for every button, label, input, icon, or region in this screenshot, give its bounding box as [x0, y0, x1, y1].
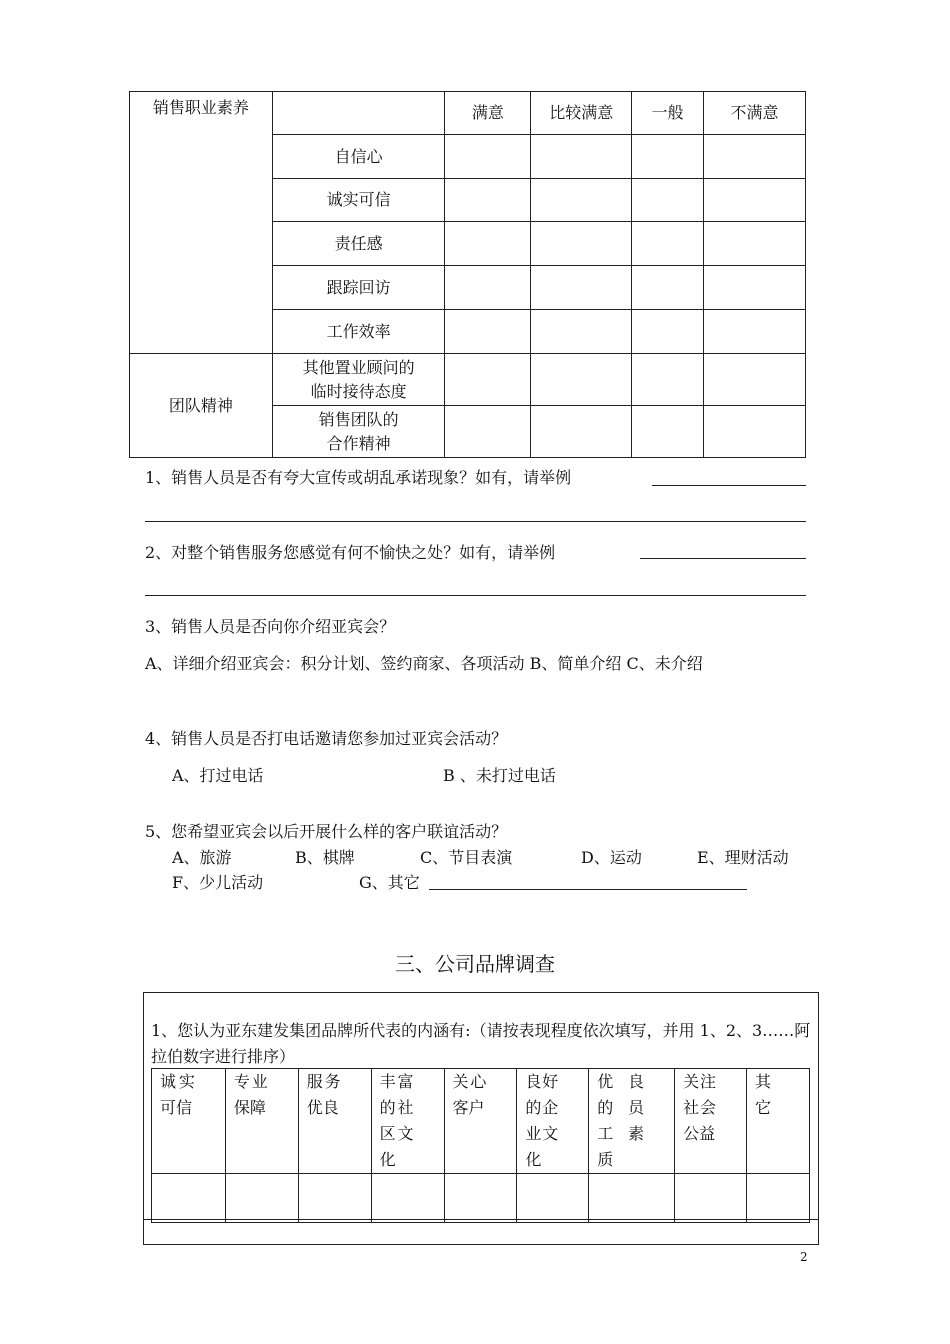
question-2: 2、对整个销售服务您感觉有何不愉快之处？如有，请举例	[145, 543, 556, 562]
rank-cell[interactable]	[225, 1174, 298, 1223]
rating-cell[interactable]	[632, 354, 704, 406]
row-label: 销售团队的 合作精神	[272, 406, 445, 458]
col-header: 一般	[632, 92, 704, 135]
rank-cell[interactable]	[746, 1174, 809, 1223]
rating-cell[interactable]	[531, 354, 632, 406]
answer-line[interactable]	[145, 521, 806, 522]
brand-option: 其它	[746, 1069, 809, 1174]
rating-cell[interactable]	[704, 310, 806, 354]
brand-option: 良好的企业文化	[517, 1069, 589, 1174]
row-label: 自信心	[272, 135, 445, 179]
other-answer-line[interactable]	[429, 889, 747, 890]
rating-cell[interactable]	[531, 406, 632, 458]
question-1: 1、销售人员是否有夸大宣传或胡乱承诺现象？如有，请举例	[145, 468, 572, 487]
question-3-options: A、详细介绍亚宾会：积分计划、签约商家、各项活动 B、简单介绍 C、未介绍	[145, 654, 703, 673]
option[interactable]: C、节目表演	[420, 848, 513, 867]
answer-line[interactable]	[640, 558, 806, 559]
option[interactable]: F、少儿活动	[172, 873, 264, 892]
rating-cell[interactable]	[445, 406, 531, 458]
category-team-spirit: 团队精神	[130, 354, 273, 458]
rank-cell[interactable]	[675, 1174, 747, 1223]
col-header: 满意	[445, 92, 531, 135]
answer-line[interactable]	[145, 595, 806, 596]
option-b[interactable]: B 、未打过电话	[443, 766, 556, 785]
rating-cell[interactable]	[445, 135, 531, 179]
rating-cell[interactable]	[704, 406, 806, 458]
brand-option: 关心客户	[444, 1069, 517, 1174]
brand-option: 丰富的社区文化	[371, 1069, 444, 1174]
rating-cell[interactable]	[704, 266, 806, 310]
row-label: 责任感	[272, 222, 445, 266]
rating-cell[interactable]	[445, 354, 531, 406]
brand-option: 关注社会公益	[675, 1069, 747, 1174]
option[interactable]: G、其它	[359, 873, 420, 892]
row-label: 跟踪回访	[272, 266, 445, 310]
option[interactable]: E、理财活动	[697, 848, 789, 867]
row-label: 工作效率	[272, 310, 445, 354]
rating-cell[interactable]	[531, 310, 632, 354]
brand-option: 专业保障	[225, 1069, 298, 1174]
rating-cell[interactable]	[704, 354, 806, 406]
rank-cell[interactable]	[152, 1174, 226, 1223]
option-a[interactable]: A、打过电话	[172, 766, 264, 785]
section-title: 三、公司品牌调查	[395, 952, 555, 976]
rating-cell[interactable]	[632, 135, 704, 179]
rating-cell[interactable]	[632, 266, 704, 310]
rating-cell[interactable]	[445, 310, 531, 354]
header-blank	[272, 92, 445, 135]
question-4: 4、销售人员是否打电话邀请您参加过亚宾会活动？	[145, 729, 508, 748]
rank-cell[interactable]	[517, 1174, 589, 1223]
rating-cell[interactable]	[632, 406, 704, 458]
brand-option: 诚实可信	[152, 1069, 226, 1174]
rating-cell[interactable]	[445, 222, 531, 266]
rating-cell[interactable]	[632, 179, 704, 222]
rank-cell[interactable]	[589, 1174, 675, 1223]
row-label: 诚实可信	[272, 179, 445, 222]
option[interactable]: B、棋牌	[295, 848, 355, 867]
category-sales-quality: 销售职业素养	[130, 92, 273, 354]
rating-cell[interactable]	[704, 222, 806, 266]
rating-cell[interactable]	[704, 179, 806, 222]
brand-option: 服务优良	[298, 1069, 371, 1174]
brand-options-table	[151, 1068, 810, 1223]
rating-cell[interactable]	[531, 266, 632, 310]
option[interactable]: A、旅游	[172, 848, 232, 867]
question-3: 3、销售人员是否向你介绍亚宾会？	[145, 617, 396, 636]
rating-cell[interactable]	[445, 266, 531, 310]
rating-cell[interactable]	[531, 179, 632, 222]
divider	[143, 1219, 819, 1220]
rating-cell[interactable]	[704, 135, 806, 179]
rating-cell[interactable]	[531, 135, 632, 179]
rating-cell[interactable]	[531, 222, 632, 266]
rating-cell[interactable]	[632, 222, 704, 266]
option[interactable]: D、运动	[581, 848, 642, 867]
page-number: 2	[800, 1250, 808, 1264]
row-label: 其他置业顾问的 临时接待态度	[272, 354, 445, 406]
col-header: 比较满意	[531, 92, 632, 135]
rank-cell[interactable]	[444, 1174, 517, 1223]
satisfaction-table	[129, 91, 806, 458]
brand-option: 优良的员工素质	[589, 1069, 675, 1174]
rating-cell[interactable]	[445, 179, 531, 222]
rank-cell[interactable]	[371, 1174, 444, 1223]
rank-cell[interactable]	[298, 1174, 371, 1223]
col-header: 不满意	[704, 92, 806, 135]
question-5: 5、您希望亚宾会以后开展什么样的客户联谊活动？	[145, 822, 508, 841]
rating-cell[interactable]	[632, 310, 704, 354]
answer-line[interactable]	[652, 485, 806, 486]
brand-question: 1、您认为亚东建发集团品牌所代表的内涵有:（请按表现程度依次填写，并用 1、2、3……阿拉伯数字进行排序）	[151, 1021, 811, 1066]
